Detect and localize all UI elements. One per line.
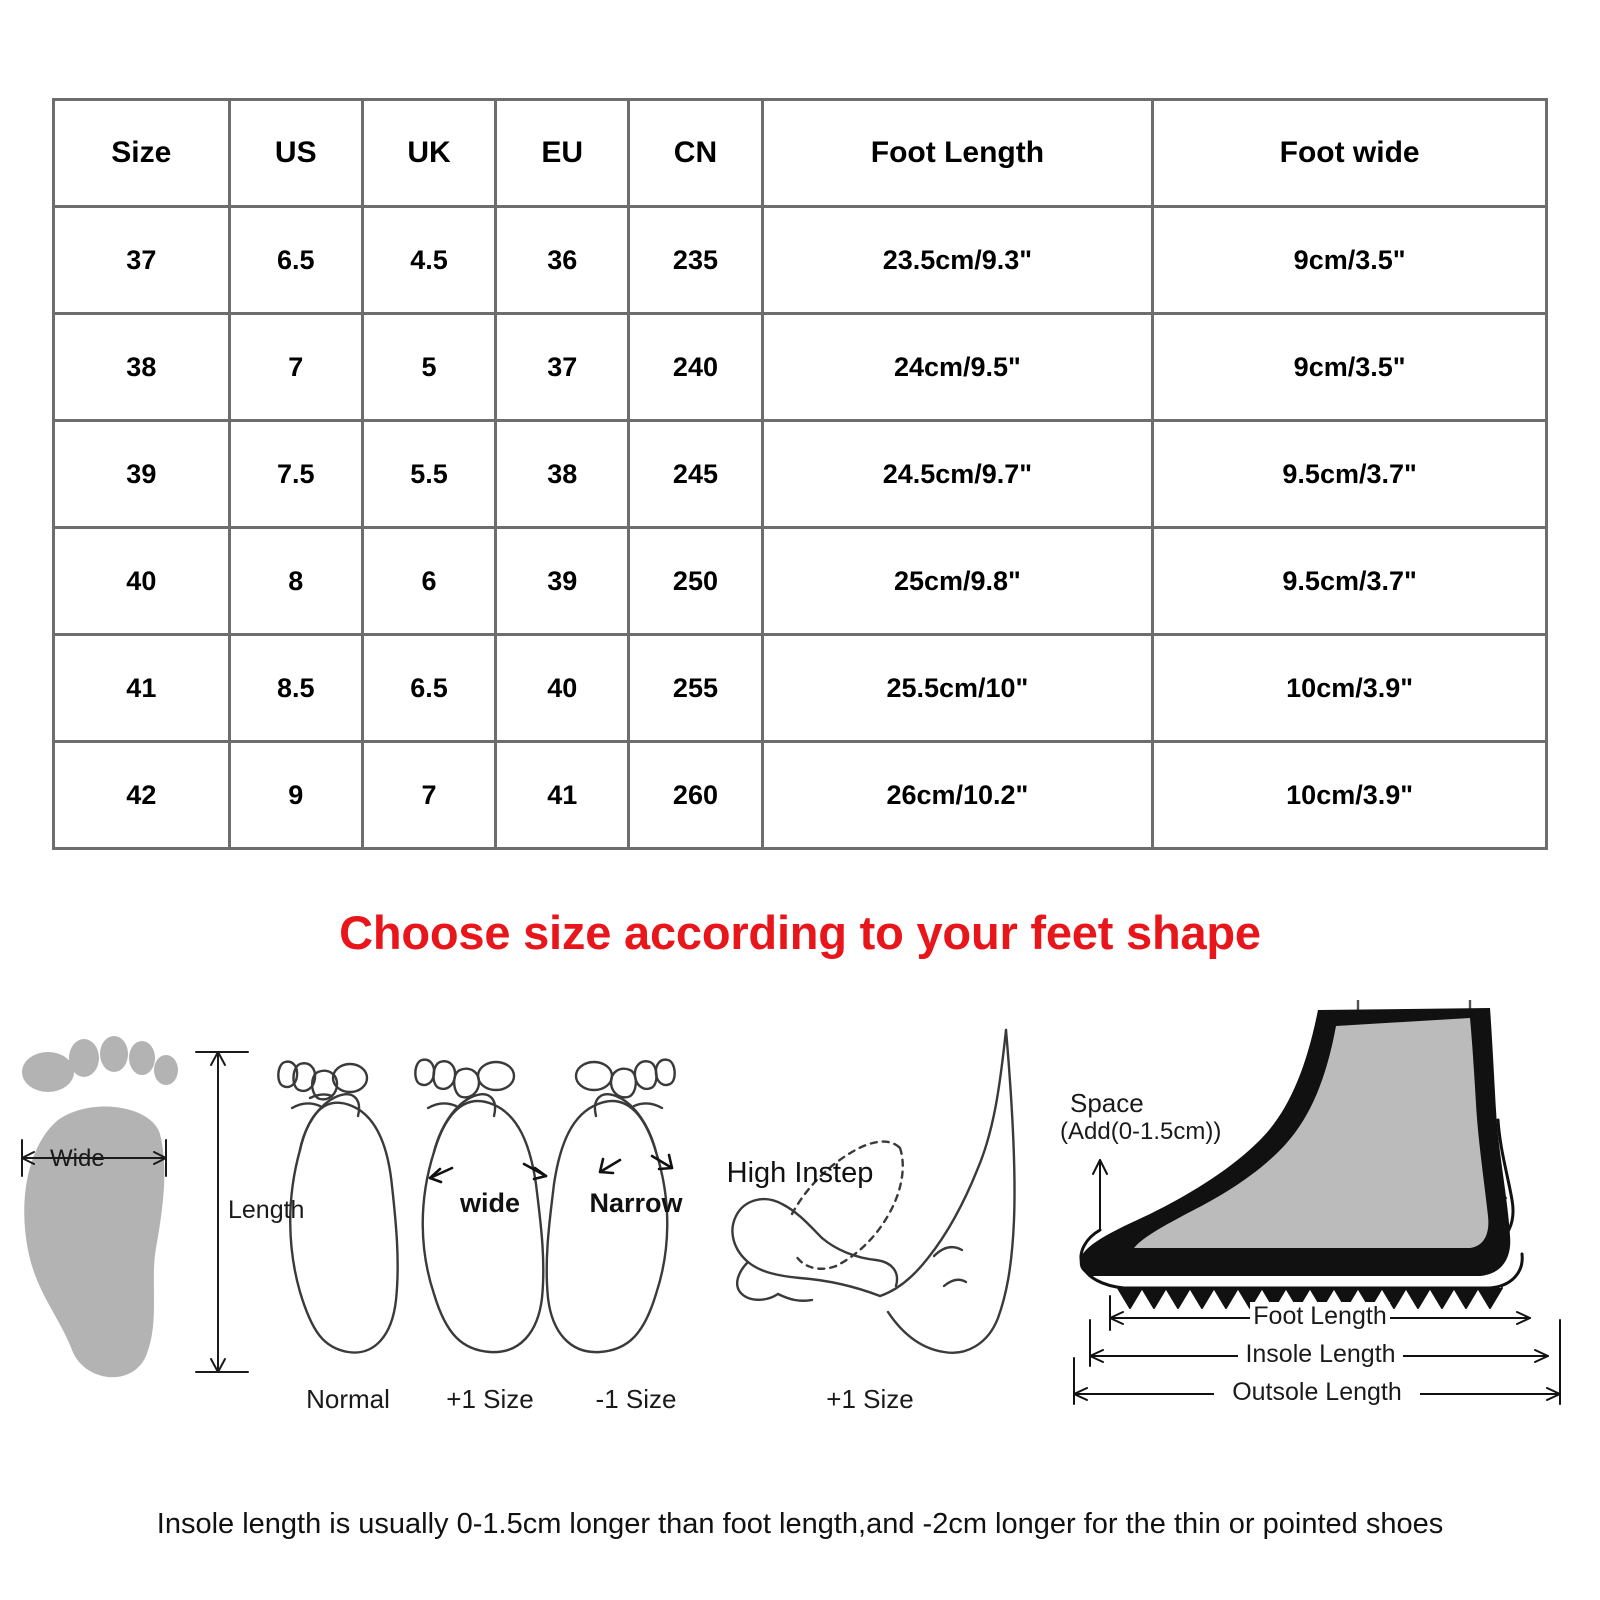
high-instep-icon	[732, 1030, 1014, 1353]
cell-cn: 235	[629, 207, 762, 314]
cell-foot-wide: 9.5cm/3.7"	[1153, 421, 1547, 528]
cell-foot-wide: 10cm/3.9"	[1153, 635, 1547, 742]
caption-narrow-size: -1 Size	[595, 1384, 677, 1414]
headline: Choose size according to your feet shape	[339, 906, 1261, 959]
cell-us: 8.5	[229, 635, 362, 742]
label-narrow: Narrow	[589, 1188, 683, 1218]
cell-us: 7	[229, 314, 362, 421]
caption-normal: Normal	[306, 1384, 390, 1414]
cell-size: 41	[54, 635, 230, 742]
illustration-band	[0, 1000, 1600, 1420]
cell-foot-wide: 9.5cm/3.7"	[1153, 528, 1547, 635]
label-space-add: (Add(0-1.5cm))	[1060, 1118, 1222, 1145]
cell-cn: 245	[629, 421, 762, 528]
column-header-eu: EU	[496, 100, 629, 207]
cell-uk: 7	[362, 742, 495, 849]
cell-uk: 6	[362, 528, 495, 635]
cell-size: 40	[54, 528, 230, 635]
label-insole-length-measure: Insole Length	[1238, 1340, 1403, 1369]
label-space: Space	[1070, 1088, 1144, 1118]
table-header-row	[54, 100, 1547, 207]
size-table-container	[52, 98, 1548, 850]
cell-size: 38	[54, 314, 230, 421]
column-header-us: US	[229, 100, 362, 207]
caption-wide-size: +1 Size	[446, 1384, 534, 1414]
label-outsole-length-measure: Outsole Length	[1214, 1378, 1420, 1407]
cell-uk: 5.5	[362, 421, 495, 528]
cell-cn: 240	[629, 314, 762, 421]
table-row	[54, 742, 1547, 849]
cell-cn: 255	[629, 635, 762, 742]
cell-foot-wide: 9cm/3.5"	[1153, 314, 1547, 421]
cell-size: 39	[54, 421, 230, 528]
shoe-cross-section-icon	[1080, 1000, 1522, 1308]
column-header-size: Size	[54, 100, 230, 207]
cell-foot-length: 25.5cm/10"	[762, 635, 1153, 742]
cell-uk: 4.5	[362, 207, 495, 314]
column-header-uk: UK	[362, 100, 495, 207]
cell-size: 42	[54, 742, 230, 849]
cell-uk: 6.5	[362, 635, 495, 742]
label-foot-length-measure: Foot Length	[1250, 1302, 1390, 1331]
label-wide: wide	[459, 1188, 521, 1218]
cell-eu: 41	[496, 742, 629, 849]
cell-foot-length: 25cm/9.8"	[762, 528, 1153, 635]
cell-foot-length: 23.5cm/9.3"	[762, 207, 1153, 314]
cell-size: 37	[54, 207, 230, 314]
table-row	[54, 635, 1547, 742]
label-foot-length-axis: Length	[228, 1196, 305, 1224]
table-row	[54, 207, 1547, 314]
cell-us: 8	[229, 528, 362, 635]
table-row	[54, 528, 1547, 635]
cell-foot-wide: 10cm/3.9"	[1153, 742, 1547, 849]
cell-us: 7.5	[229, 421, 362, 528]
cell-foot-wide: 9cm/3.5"	[1153, 207, 1547, 314]
label-foot-wide: Wide	[50, 1145, 105, 1172]
cell-eu: 36	[496, 207, 629, 314]
size-table	[52, 98, 1548, 850]
column-header-foot-wide: Foot wide	[1153, 100, 1547, 207]
cell-us: 9	[229, 742, 362, 849]
column-header-cn: CN	[629, 100, 762, 207]
cell-uk: 5	[362, 314, 495, 421]
cell-eu: 39	[496, 528, 629, 635]
footnote: Insole length is usually 0-1.5cm longer than foot length,and -2cm longer for the thin or pointed shoes	[156, 1508, 1444, 1540]
cell-eu: 37	[496, 314, 629, 421]
cell-eu: 38	[496, 421, 629, 528]
caption-instep-size: +1 Size	[826, 1384, 914, 1414]
cell-foot-length: 26cm/10.2"	[762, 742, 1153, 849]
column-header-foot-length: Foot Length	[762, 100, 1153, 207]
cell-foot-length: 24cm/9.5"	[762, 314, 1153, 421]
cell-foot-length: 24.5cm/9.7"	[762, 421, 1153, 528]
cell-eu: 40	[496, 635, 629, 742]
cell-cn: 250	[629, 528, 762, 635]
space-arrow	[1093, 1160, 1107, 1230]
table-row	[54, 421, 1547, 528]
cell-us: 6.5	[229, 207, 362, 314]
cell-cn: 260	[629, 742, 762, 849]
footprint-grey-icon	[22, 1036, 178, 1377]
label-high-instep: High Instep	[726, 1157, 874, 1189]
table-row	[54, 314, 1547, 421]
